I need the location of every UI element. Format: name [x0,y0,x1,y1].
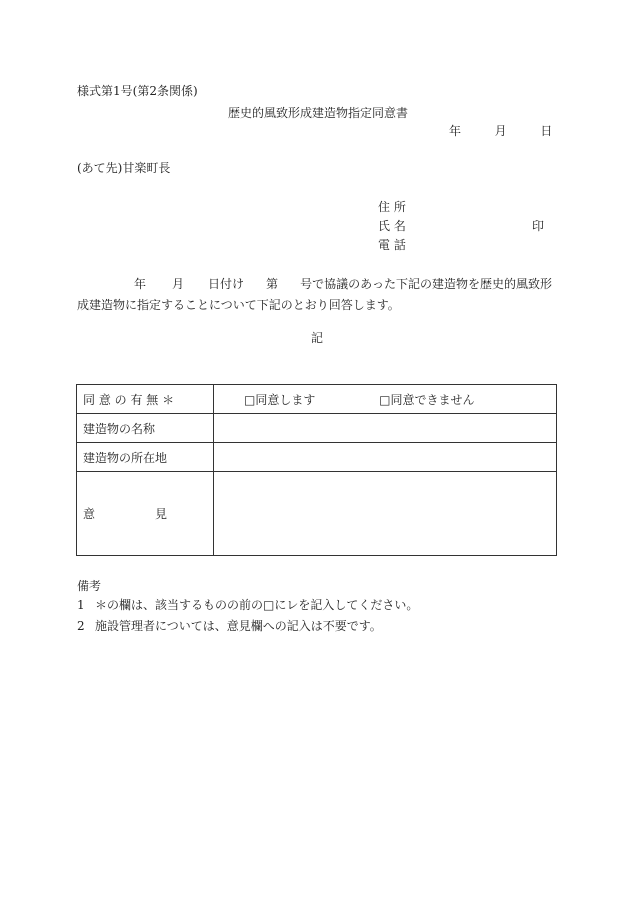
form-number: 様式第1号(第2条関係) [77,84,198,98]
body-month: 月 [172,277,185,291]
body-paragraph [77,274,561,316]
building-location-field[interactable] [214,443,557,472]
note-2-number: 2 [77,619,85,633]
document-title: 歴史的風致形成建造物指定同意書 [228,106,409,120]
remarks-title: 備考 [77,579,102,593]
date-month: 月 [494,124,507,138]
remark-note-2 [77,619,382,633]
consent-table [76,384,557,556]
building-name-label: 建造物の名称 [77,414,214,443]
consent-options [214,385,557,414]
consent-label: 同 意 の 有 無 ＊ [77,385,214,414]
opinion-label-second: 見 [154,507,167,521]
phone-label: 電 話 [378,237,406,252]
table-row [77,385,557,414]
body-dated: 日付け [208,277,245,291]
building-name-field[interactable] [214,414,557,443]
address-label: 住 所 [378,199,406,214]
opinion-label-first: 意 [83,507,96,521]
note-1-number: 1 [77,598,85,612]
addressee: (あて先)甘楽町長 [77,161,171,175]
body-year: 年 [134,277,147,291]
date-year: 年 [449,124,462,138]
building-location-label: 建造物の所在地 [77,443,214,472]
date-line [449,124,552,138]
date-day: 日 [540,124,553,138]
table-row [77,443,557,472]
body-text: 号で協議のあった下記の建造物を歴史的風致形成建造物に指定することについて下記のとおり回答します。 [77,277,552,312]
opinion-label [77,472,214,556]
consent-yes-checkbox[interactable]: □同意します [244,392,316,407]
note-1-text: ＊の欄は、該当するものの前の□にレを記入してください。 [95,598,419,612]
note-2-text: 施設管理者については、意見欄への記入は不要です。 [95,619,382,633]
name-label: 氏 名 [378,218,406,233]
applicant-block [378,197,544,254]
opinion-field[interactable] [214,472,557,556]
ki-heading: 記 [311,331,324,345]
table-row [77,472,557,556]
consent-no-checkbox[interactable]: □同意できません [379,392,475,407]
table-row [77,414,557,443]
seal-mark: 印 [532,218,545,233]
body-dai: 第 [266,277,279,291]
remark-note-1 [77,598,418,612]
